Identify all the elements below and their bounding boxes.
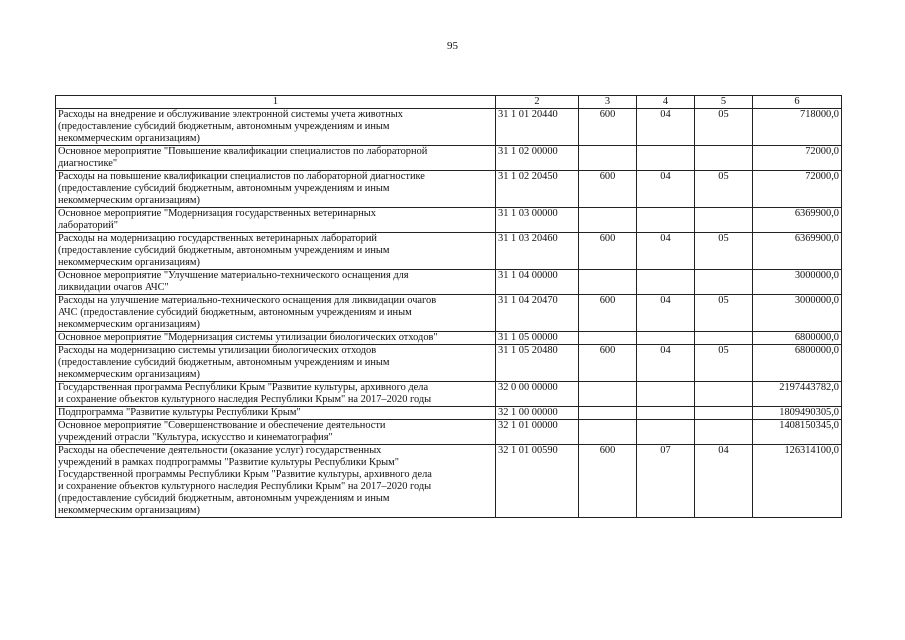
description-line: некоммерческим организациям) [58, 195, 200, 206]
row-amount: 6369900,0 [753, 233, 842, 270]
description-line: Основное мероприятие "Улучшение материально-технического оснащения для [58, 270, 409, 281]
description-line: Расходы на улучшение материально-технического оснащения для ликвидации очагов [58, 295, 437, 306]
row-subsection: 05 [695, 345, 753, 382]
row-amount: 6369900,0 [753, 208, 842, 233]
description-line: (предоставление субсидий бюджетным, автономным учреждениям и иным [58, 121, 390, 132]
row-amount: 72000,0 [753, 171, 842, 208]
column-number-row [56, 96, 842, 109]
row-section: 04 [637, 295, 695, 332]
table-row [56, 109, 842, 146]
table-row [56, 407, 842, 420]
row-amount: 3000000,0 [753, 270, 842, 295]
description-line: АЧС (предоставление субсидий бюджетным, автономным учреждениям и иным [58, 307, 412, 318]
row-amount: 1408150345,0 [753, 420, 842, 445]
description-line: Расходы на повышение квалификации специалистов по лабораторной диагностике [58, 171, 425, 182]
description-line: (предоставление субсидий бюджетным, автономным учреждениям и иным [58, 245, 390, 256]
row-section [637, 382, 695, 407]
row-expense-type [579, 420, 637, 445]
row-subsection [695, 208, 753, 233]
description-line: лабораторий" [58, 220, 118, 231]
row-code: 31 1 05 00000 [496, 332, 579, 345]
description-line: некоммерческим организациям) [58, 133, 200, 144]
row-section [637, 208, 695, 233]
row-expense-type: 600 [579, 109, 637, 146]
row-subsection [695, 407, 753, 420]
description-line: Расходы на внедрение и обслуживание электронной системы учета животных [58, 109, 403, 120]
table-row [56, 171, 842, 208]
row-amount: 6800000,0 [753, 332, 842, 345]
description-line: некоммерческим организациям) [58, 257, 200, 268]
row-description [56, 270, 496, 295]
description-line: Основное мероприятие "Совершенствование и обеспечение деятельности [58, 420, 386, 431]
row-description [56, 420, 496, 445]
description-line: Государственная программа Республики Крым "Развитие культуры, архивного дела [58, 382, 429, 393]
row-expense-type: 600 [579, 171, 637, 208]
row-code: 31 1 01 20440 [496, 109, 579, 146]
description-line: Основное мероприятие "Повышение квалификации специалистов по лабораторной [58, 146, 428, 157]
row-code: 31 1 04 20470 [496, 295, 579, 332]
row-section [637, 146, 695, 171]
description-line: (предоставление субсидий бюджетным, автономным учреждениям и иным [58, 183, 390, 194]
column-header-4: 4 [637, 96, 695, 109]
table-row [56, 420, 842, 445]
page-number: 95 [447, 40, 458, 52]
row-expense-type [579, 146, 637, 171]
row-description [56, 109, 496, 146]
row-expense-type: 600 [579, 345, 637, 382]
description-line: учреждений в рамках подпрограммы "Развитие культуры Республики Крым" [58, 457, 399, 468]
row-description [56, 382, 496, 407]
row-code: 32 0 00 00000 [496, 382, 579, 407]
row-subsection: 05 [695, 109, 753, 146]
row-expense-type [579, 270, 637, 295]
row-code: 31 1 05 20480 [496, 345, 579, 382]
table-row [56, 233, 842, 270]
row-expense-type [579, 407, 637, 420]
description-line: и сохранение объектов культурного наследия Республики Крым" на 2017–2020 годы [58, 394, 432, 405]
description-line: некоммерческим организациям) [58, 319, 200, 330]
description-line: диагностике" [58, 158, 118, 169]
row-code: 31 1 02 00000 [496, 146, 579, 171]
description-line: (предоставление субсидий бюджетным, автономным учреждениям и иным [58, 357, 390, 368]
column-header-3: 3 [579, 96, 637, 109]
row-amount: 718000,0 [753, 109, 842, 146]
row-section: 07 [637, 445, 695, 518]
row-code: 31 1 03 20460 [496, 233, 579, 270]
row-amount: 2197443782,0 [753, 382, 842, 407]
row-description [56, 233, 496, 270]
table-row [56, 270, 842, 295]
row-description [56, 332, 496, 345]
table-row [56, 345, 842, 382]
table-row [56, 332, 842, 345]
description-line: Государственной программы Республики Крым "Развитие культуры, архивного дела [58, 469, 432, 480]
row-section: 04 [637, 233, 695, 270]
column-header-5: 5 [695, 96, 753, 109]
table-body [56, 109, 842, 518]
table-row [56, 208, 842, 233]
description-line: Основное мероприятие "Модернизация системы утилизации биологических отходов" [58, 332, 438, 343]
row-code: 32 1 01 00590 [496, 445, 579, 518]
row-description [56, 146, 496, 171]
column-header-2: 2 [496, 96, 579, 109]
description-line: Расходы на модернизацию государственных ветеринарных лабораторий [58, 233, 377, 244]
row-section [637, 407, 695, 420]
row-description [56, 171, 496, 208]
row-expense-type: 600 [579, 295, 637, 332]
row-code: 31 1 04 00000 [496, 270, 579, 295]
row-amount: 1809490305,0 [753, 407, 842, 420]
row-subsection [695, 146, 753, 171]
row-subsection [695, 420, 753, 445]
row-description [56, 445, 496, 518]
description-line: (предоставление субсидий бюджетным, автономным учреждениям и иным [58, 493, 390, 504]
description-line: учреждений отрасли "Культура, искусство и кинематография" [58, 432, 333, 443]
row-subsection [695, 270, 753, 295]
row-expense-type: 600 [579, 445, 637, 518]
row-subsection: 05 [695, 233, 753, 270]
row-section [637, 332, 695, 345]
description-line: Подпрограмма "Развитие культуры Республики Крым" [58, 407, 301, 418]
description-line: некоммерческим организациям) [58, 369, 200, 380]
row-code: 31 1 03 00000 [496, 208, 579, 233]
row-section: 04 [637, 345, 695, 382]
row-section: 04 [637, 171, 695, 208]
table-row [56, 146, 842, 171]
column-header-1: 1 [56, 96, 496, 109]
row-expense-type [579, 382, 637, 407]
row-expense-type [579, 332, 637, 345]
table-row [56, 382, 842, 407]
row-expense-type: 600 [579, 233, 637, 270]
row-description [56, 208, 496, 233]
row-section: 04 [637, 109, 695, 146]
row-subsection [695, 332, 753, 345]
description-line: Расходы на модернизацию системы утилизации биологических отходов [58, 345, 377, 356]
description-line: Расходы на обеспечение деятельности (оказание услуг) государственных [58, 445, 382, 456]
table-row [56, 295, 842, 332]
row-description [56, 345, 496, 382]
row-section [637, 420, 695, 445]
description-line: ликвидации очагов АЧС" [58, 282, 169, 293]
row-expense-type [579, 208, 637, 233]
row-subsection [695, 382, 753, 407]
row-amount: 126314100,0 [753, 445, 842, 518]
row-description [56, 295, 496, 332]
row-description [56, 407, 496, 420]
table-row [56, 445, 842, 518]
row-code: 32 1 00 00000 [496, 407, 579, 420]
row-subsection: 05 [695, 171, 753, 208]
description-line: и сохранение объектов культурного наследия Республики Крым" на 2017–2020 годы [58, 481, 432, 492]
description-line: некоммерческим организациям) [58, 505, 200, 516]
row-subsection: 05 [695, 295, 753, 332]
row-amount: 6800000,0 [753, 345, 842, 382]
row-subsection: 04 [695, 445, 753, 518]
budget-table [55, 95, 842, 518]
row-amount: 3000000,0 [753, 295, 842, 332]
column-header-6: 6 [753, 96, 842, 109]
row-code: 32 1 01 00000 [496, 420, 579, 445]
description-line: Основное мероприятие "Модернизация государственных ветеринарных [58, 208, 376, 219]
row-code: 31 1 02 20450 [496, 171, 579, 208]
row-section [637, 270, 695, 295]
row-amount: 72000,0 [753, 146, 842, 171]
